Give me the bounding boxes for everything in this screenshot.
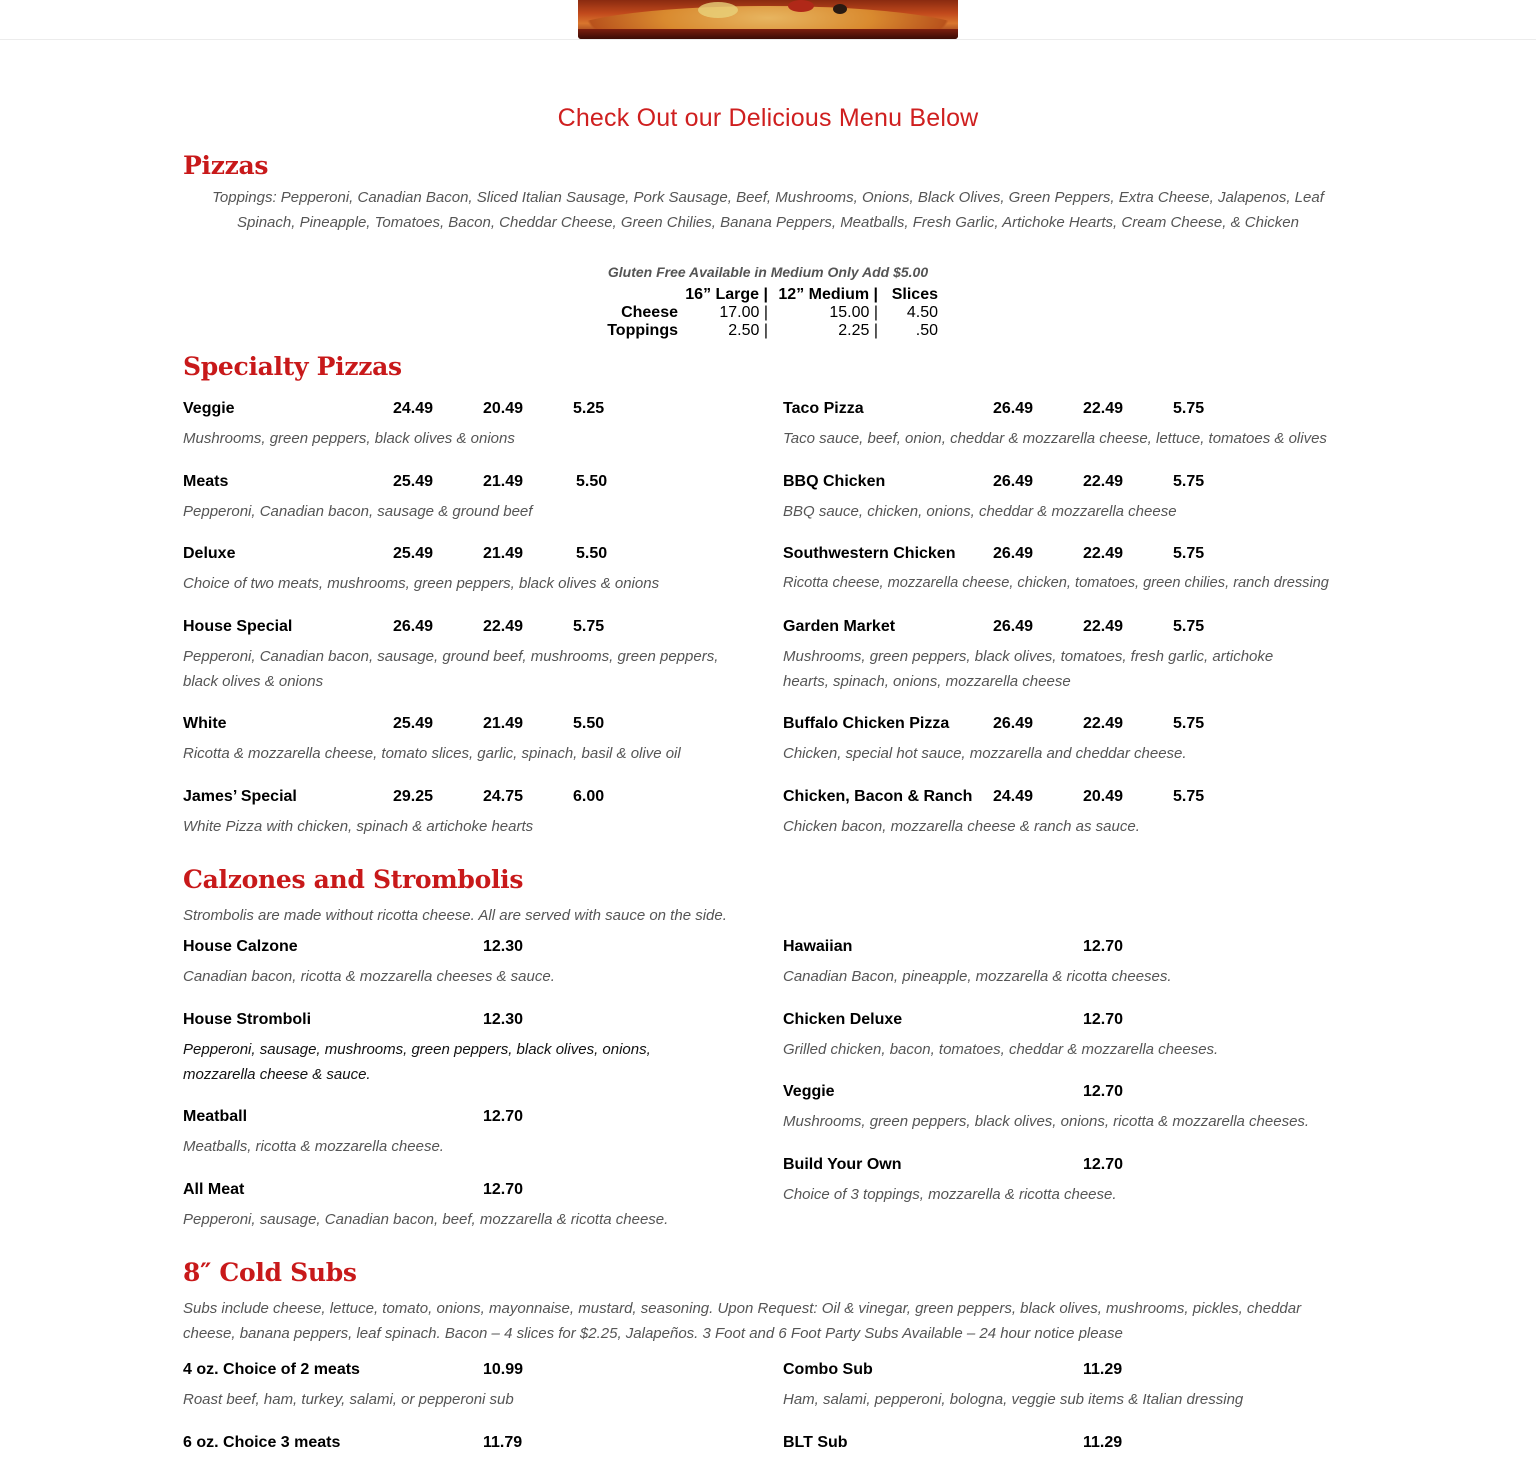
item-price-large: 26.49 [993, 400, 1034, 417]
item-price-slice: 5.25 [573, 400, 605, 417]
item-price-slice: 6.00 [573, 788, 605, 805]
item-name: Combo Sub [783, 1361, 873, 1378]
item-name: Deluxe [183, 545, 236, 562]
item-price-large: 29.25 [393, 788, 434, 805]
item-name: Hawaiian [783, 938, 853, 955]
item-price-large: 26.49 [393, 618, 434, 635]
menu-item [783, 545, 1363, 596]
menu-item [183, 1361, 763, 1412]
item-price-large: 25.49 [393, 715, 434, 732]
item-description: Mushrooms, green peppers, black olives, tomatoes, fresh garlic, artichoke hearts, spinach, onions, mozzarella cheese [783, 648, 1274, 690]
item-description: Roast beef, ham, turkey, salami, or pepperoni sub [183, 1391, 514, 1408]
pizzas-title: Pizzas [183, 151, 269, 180]
item-price-slice: 5.50 [576, 545, 608, 562]
menu-item [783, 473, 1363, 524]
item-price-large: 26.49 [993, 473, 1034, 490]
header-large: 16” Large | [685, 286, 768, 303]
item-description: White Pizza with chicken, spinach & artichoke hearts [183, 818, 534, 835]
calzones-intro: Strombolis are made without ricotta cheese. All are served with sauce on the side. [183, 907, 727, 924]
item-description: Mushrooms, green peppers, black olives & onions [183, 430, 515, 447]
header-slices: Slices [891, 286, 938, 303]
row-label: Cheese [621, 304, 678, 321]
item-price: 12.70 [1083, 938, 1124, 955]
menu-headline: Check Out our Delicious Menu Below [557, 104, 979, 132]
price-medium: 15.00 | [829, 304, 878, 321]
item-price-medium: 22.49 [1083, 618, 1124, 635]
item-price: 12.70 [1083, 1083, 1124, 1100]
menu-item [183, 938, 763, 989]
item-description: Chicken bacon, mozzarella cheese & ranch as sauce. [783, 818, 1140, 835]
item-price-medium: 21.49 [483, 715, 524, 732]
menu-item [783, 1083, 1363, 1134]
menu-item [783, 715, 1363, 766]
item-name: Chicken, Bacon & Ranch [783, 788, 973, 805]
menu-item [783, 1011, 1363, 1062]
item-price: 12.30 [483, 1011, 524, 1028]
item-description: Ricotta & mozzarella cheese, tomato slices, garlic, spinach, basil & olive oil [183, 745, 681, 762]
menu-item [783, 1361, 1363, 1412]
item-price-medium: 20.49 [483, 400, 524, 417]
item-price-medium: 22.49 [1083, 715, 1124, 732]
item-price-medium: 20.49 [1083, 788, 1124, 805]
item-name: Veggie [783, 1083, 835, 1100]
item-name: Build Your Own [783, 1156, 902, 1173]
menu-item [183, 1108, 763, 1159]
item-name: 4 oz. Choice of 2 meats [183, 1361, 360, 1378]
item-description: Pepperoni, Canadian bacon, sausage, ground beef, mushrooms, green peppers, black olives & onions [183, 648, 719, 690]
menu-item [783, 788, 1363, 839]
item-price-slice: 5.75 [1173, 618, 1205, 635]
item-name: James’ Special [183, 788, 297, 805]
item-name: Garden Market [783, 618, 896, 635]
item-price-large: 26.49 [993, 715, 1034, 732]
menu-item [783, 400, 1363, 451]
item-price: 12.70 [483, 1181, 524, 1198]
cold-subs-title: 8″ Cold Subs [183, 1258, 357, 1287]
item-name: Meatball [183, 1108, 248, 1125]
item-price-slice: 5.75 [573, 618, 605, 635]
item-description: Pepperoni, Canadian bacon, sausage & ground beef [183, 503, 533, 520]
item-description: Canadian bacon, ricotta & mozzarella cheeses & sauce. [183, 968, 555, 985]
price-medium: 2.25 | [838, 322, 878, 339]
item-description: Taco sauce, beef, onion, cheddar & mozzarella cheese, lettuce, tomatoes & olives [783, 430, 1327, 447]
item-description: Ricotta cheese, mozzarella cheese, chicken, tomatoes, green chilies, ranch dressing [783, 575, 1329, 591]
item-price: 12.70 [1083, 1011, 1124, 1028]
menu-item [183, 545, 763, 596]
item-price-medium: 22.49 [1083, 545, 1124, 562]
item-price: 11.29 [1083, 1434, 1123, 1451]
item-price: 12.30 [483, 938, 524, 955]
item-price-slice: 5.75 [1173, 545, 1205, 562]
menu-item [183, 715, 763, 766]
item-name: BBQ Chicken [783, 473, 886, 490]
item-name: 6 oz. Choice 3 meats [183, 1434, 341, 1451]
menu-item [183, 1011, 763, 1087]
item-name: Meats [183, 473, 229, 490]
item-price: 11.79 [483, 1434, 523, 1451]
menu-item [183, 400, 763, 451]
header-bar [0, 0, 1536, 40]
pizza-price-table [600, 286, 938, 340]
header-medium: 12” Medium | [778, 286, 878, 303]
item-price-slice: 5.75 [1173, 788, 1205, 805]
menu-item [783, 618, 1363, 694]
item-name: House Stromboli [183, 1011, 312, 1028]
row-label: Toppings [607, 322, 678, 339]
pizza-hero-image [578, 0, 958, 39]
item-price-large: 26.49 [993, 618, 1034, 635]
item-price-medium: 24.75 [483, 788, 524, 805]
item-description: Meatballs, ricotta & mozzarella cheese. [183, 1138, 444, 1155]
item-price-large: 24.49 [993, 788, 1034, 805]
price-large: 2.50 | [728, 322, 768, 339]
item-name: BLT Sub [783, 1434, 848, 1451]
item-name: House Calzone [183, 938, 298, 955]
item-description: Pepperoni, sausage, Canadian bacon, beef, mozzarella & ricotta cheese. [183, 1211, 669, 1228]
item-description: Choice of two meats, mushrooms, green peppers, black olives & onions [183, 575, 660, 592]
item-name: Chicken Deluxe [783, 1011, 903, 1028]
item-price-medium: 22.49 [483, 618, 524, 635]
menu-item [183, 1181, 763, 1232]
item-description: Pepperoni, sausage, mushrooms, green peppers, black olives, onions, mozzarella cheese & sauce. [183, 1041, 651, 1083]
item-price: 10.99 [483, 1361, 524, 1378]
price-slices: 4.50 [906, 304, 938, 321]
item-price: 12.70 [1083, 1156, 1124, 1173]
calzones-title: Calzones and Strombolis [183, 865, 524, 894]
item-price-slice: 5.75 [1173, 715, 1205, 732]
item-name: Buffalo Chicken Pizza [783, 715, 950, 732]
item-name: Southwestern Chicken [783, 545, 956, 562]
menu-item [183, 473, 763, 524]
item-price-medium: 22.49 [1083, 400, 1124, 417]
item-description: Choice of 3 toppings, mozzarella & ricotta cheese. [783, 1186, 1117, 1203]
price-slices: .50 [915, 322, 938, 339]
item-price-slice: 5.75 [1173, 400, 1205, 417]
item-price-slice: 5.50 [576, 473, 608, 490]
item-price-medium: 21.49 [483, 473, 524, 490]
item-price-large: 26.49 [993, 545, 1034, 562]
specialty-pizzas-title: Specialty Pizzas [183, 352, 402, 381]
menu-item [183, 1434, 763, 1454]
menu-item [783, 938, 1363, 989]
item-name: All Meat [183, 1181, 245, 1198]
item-price-medium: 22.49 [1083, 473, 1124, 490]
item-name: Taco Pizza [783, 400, 864, 417]
item-description: Chicken, special hot sauce, mozzarella and cheddar cheese. [783, 745, 1187, 762]
item-price-slice: 5.75 [1173, 473, 1205, 490]
menu-item [783, 1156, 1363, 1207]
menu-item [783, 1434, 1363, 1454]
gluten-free-note: Gluten Free Available in Medium Only Add $5.00 [607, 264, 929, 280]
item-price-medium: 21.49 [483, 545, 524, 562]
item-price: 12.70 [483, 1108, 524, 1125]
item-description: Grilled chicken, bacon, tomatoes, cheddar & mozzarella cheeses. [783, 1041, 1219, 1058]
pizza-toppings-list: Toppings: Pepperoni, Canadian Bacon, Sliced Italian Sausage, Pork Sausage, Beef, Mushrooms, Onions, Black Olives, Green Peppers, Extra Cheese, Jalapenos, Leaf Spinach, Pineapple, Tomatoes, Bacon, Cheddar Cheese, Green Chilies, Banana Peppers, Meatballs, Fresh Garlic, Artichoke Hearts, Cream Cheese, & Chicken [212, 189, 1324, 231]
cold-subs-intro: Subs include cheese, lettuce, tomato, onions, mayonnaise, mustard, seasoning. Upon Request: Oil & vinegar, green peppers, black olives, mushrooms, pickles, cheddar cheese, banana peppers, leaf spinach. Bacon – 4 slices for $2.25, Jalapeños. 3 Foot and 6 Foot Party Subs Available – 24 hour notice please [183, 1300, 1302, 1342]
menu-item [183, 788, 763, 839]
item-name: House Special [183, 618, 293, 635]
item-description: Mushrooms, green peppers, black olives, onions, ricotta & mozzarella cheeses. [783, 1113, 1310, 1130]
item-price-large: 24.49 [393, 400, 434, 417]
item-price-large: 25.49 [393, 473, 434, 490]
price-large: 17.00 | [719, 304, 768, 321]
item-name: White [183, 715, 227, 732]
item-price-large: 25.49 [393, 545, 434, 562]
item-description: BBQ sauce, chicken, onions, cheddar & mozzarella cheese [783, 503, 1177, 520]
item-description: Canadian Bacon, pineapple, mozzarella & ricotta cheeses. [783, 968, 1172, 985]
item-price: 11.29 [1083, 1361, 1123, 1378]
item-description: Ham, salami, pepperoni, bologna, veggie sub items & Italian dressing [783, 1391, 1244, 1408]
item-price-slice: 5.50 [573, 715, 605, 732]
menu-item [183, 618, 763, 694]
item-name: Veggie [183, 400, 235, 417]
